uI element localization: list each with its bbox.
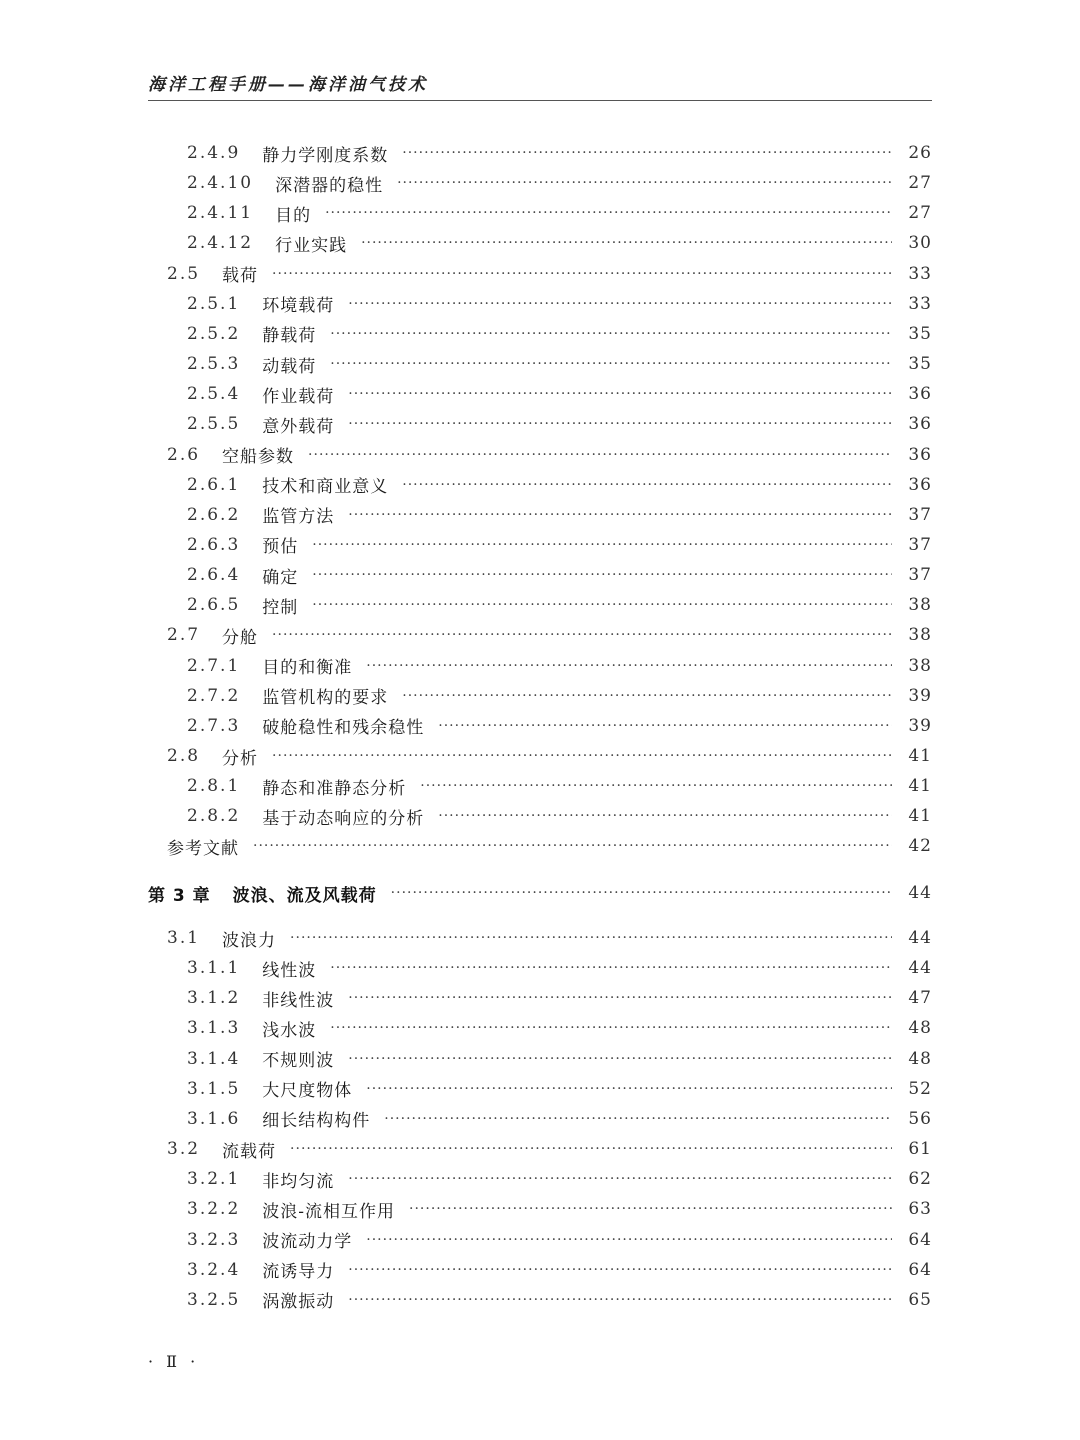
dot-leader — [330, 326, 892, 342]
toc-entry[interactable] — [187, 319, 932, 349]
toc-entry-number: 2.7.3 — [187, 715, 241, 736]
toc-entry[interactable] — [187, 530, 932, 560]
toc-entry-page: 64 — [908, 1229, 932, 1250]
toc-entry-title: 流诱导力 — [262, 1262, 335, 1283]
dot-leader — [348, 1171, 892, 1187]
toc-entry-title: 环境载荷 — [262, 296, 335, 317]
toc-entry-title: 监管机构的要求 — [262, 688, 389, 709]
toc-entry-number: 2.6.2 — [187, 504, 241, 525]
dot-leader — [348, 1262, 892, 1278]
toc-entry[interactable] — [187, 1285, 932, 1315]
toc-entry-title: 目的 — [275, 205, 312, 226]
toc-entry[interactable] — [167, 259, 932, 289]
toc-entry-page: 36 — [908, 444, 932, 465]
toc-entry-number: 2.5.4 — [187, 384, 241, 405]
dot-leader — [330, 1020, 892, 1036]
toc-entry-page: 65 — [908, 1289, 932, 1310]
toc-entry-page: 41 — [908, 806, 932, 827]
toc-entry-number: 2.5.2 — [187, 323, 241, 344]
dot-leader — [409, 1201, 892, 1217]
toc-entry-title: 静态和准静态分析 — [262, 778, 407, 799]
toc-entry-page: 42 — [908, 836, 932, 857]
toc-entry[interactable] — [187, 983, 932, 1013]
toc-entry-page: 26 — [908, 143, 932, 163]
toc-entry-title: 作业载荷 — [262, 386, 335, 407]
toc-entry-number: 2.8.2 — [187, 806, 241, 827]
toc-entry-title: 波流动力学 — [262, 1232, 353, 1252]
toc-entry-page: 48 — [908, 1048, 932, 1069]
toc-entry-title: 控制 — [262, 597, 299, 618]
toc-entry[interactable] — [187, 228, 932, 258]
toc-entry-title: 浅水波 — [262, 1020, 317, 1041]
toc-entry-title: 载荷 — [222, 266, 259, 287]
toc-entry-title: 不规则波 — [262, 1051, 335, 1072]
dot-leader — [272, 748, 892, 764]
toc-entry[interactable] — [187, 1074, 932, 1104]
toc-entry-number: 2.6 — [167, 444, 201, 465]
dot-leader — [438, 718, 892, 734]
toc-entry[interactable] — [187, 560, 932, 590]
toc-entry-number: 2.4.11 — [187, 203, 254, 224]
dot-leader — [402, 477, 892, 493]
toc-entry-number: 3.1.4 — [187, 1048, 241, 1069]
toc-entry[interactable] — [187, 379, 932, 409]
toc-entry-title: 静载荷 — [262, 326, 317, 347]
toc-entry[interactable] — [187, 953, 932, 983]
dot-leader — [272, 266, 892, 282]
toc-entry-page: 27 — [908, 173, 932, 194]
toc-entry-title: 波浪-流相互作用 — [262, 1201, 396, 1222]
toc-entry-title: 分舱 — [222, 627, 259, 648]
toc-entry-page: 38 — [908, 655, 932, 676]
toc-entry[interactable] — [167, 1134, 932, 1164]
toc-entry-page: 33 — [908, 263, 932, 284]
toc-entry-title: 分析 — [222, 748, 259, 769]
toc-entry-page: 39 — [908, 715, 932, 736]
toc-entry-title: 波浪、流及风载荷 — [232, 885, 377, 906]
toc-entry[interactable] — [187, 1104, 932, 1134]
toc-entry[interactable] — [187, 651, 932, 681]
toc-entry-page: 35 — [908, 354, 932, 375]
toc-entry-page: 63 — [908, 1199, 932, 1220]
toc-entry-title: 技术和商业意义 — [262, 477, 389, 498]
toc-entry[interactable] — [187, 349, 932, 379]
toc-entry[interactable] — [167, 741, 932, 771]
dot-leader — [348, 990, 892, 1006]
toc-entry-title: 流载荷 — [222, 1141, 277, 1162]
dot-leader — [348, 416, 892, 432]
toc-entry-number: 2.8 — [167, 746, 201, 766]
toc-entry-page: 44 — [908, 958, 932, 979]
toc-entry-number: 2.5.3 — [187, 354, 241, 375]
toc-entry-page: 44 — [908, 928, 932, 948]
toc-entry-page: 61 — [908, 1139, 932, 1160]
dot-leader — [348, 1051, 892, 1067]
dot-leader — [312, 567, 892, 583]
toc-entry-number: 2.7.1 — [187, 655, 241, 676]
toc-entry[interactable] — [187, 801, 932, 831]
toc-entry-page: 48 — [908, 1018, 932, 1039]
toc-entry-title: 空船参数 — [222, 447, 295, 467]
toc-entry-page: 64 — [908, 1259, 932, 1280]
toc-entry[interactable] — [187, 590, 932, 620]
toc-entry-number: 3.1.2 — [187, 988, 241, 1009]
toc-entry-title: 深潜器的稳性 — [275, 175, 384, 196]
toc-entry-title: 细长结构构件 — [262, 1111, 371, 1132]
toc-entry-page: 33 — [908, 293, 932, 314]
toc-entry-number: 2.4.10 — [187, 173, 254, 194]
toc-entry-number: 2.5.1 — [187, 293, 241, 314]
toc-entry[interactable] — [187, 1164, 932, 1194]
dot-leader — [312, 537, 892, 553]
toc-entry[interactable] — [167, 831, 932, 861]
toc-entry-title: 静力学刚度系数 — [262, 145, 389, 166]
dot-leader — [402, 145, 892, 161]
toc-entry[interactable] — [187, 500, 932, 530]
toc-entry-number: 3.2.1 — [187, 1169, 241, 1190]
toc-entry-number: 2.7.2 — [187, 685, 241, 706]
toc-entry-title: 参考文献 — [167, 838, 239, 859]
toc-entry[interactable] — [187, 711, 932, 741]
dot-leader — [391, 885, 892, 901]
toc-entry[interactable] — [187, 1225, 932, 1255]
toc-entry-title: 目的和衡准 — [262, 658, 353, 679]
toc-entry-title: 线性波 — [262, 960, 317, 981]
dot-leader — [290, 1141, 892, 1157]
dot-leader — [384, 1111, 892, 1127]
toc-entry[interactable] — [187, 681, 932, 711]
toc-entry-page: 36 — [908, 474, 932, 495]
dot-leader — [361, 235, 892, 251]
toc-entry-number: 3.2.3 — [187, 1229, 241, 1250]
toc-entry-number: 2.4.12 — [187, 233, 254, 254]
dot-leader — [438, 808, 892, 824]
dot-leader — [366, 658, 892, 674]
page-number: · Ⅱ · — [148, 1352, 200, 1371]
toc-entry-number: 第 3 章 — [148, 885, 211, 906]
toc-entry-number: 3.1.5 — [187, 1078, 241, 1099]
toc-entry-number: 2.5 — [167, 263, 201, 284]
toc-entry-title: 非均匀流 — [262, 1171, 335, 1192]
dot-leader — [325, 205, 892, 221]
toc-entry-number: 2.6.5 — [187, 595, 241, 616]
toc-entry-number: 2.6.3 — [187, 534, 241, 555]
toc-entry-title: 波浪力 — [222, 930, 277, 951]
toc-entry-page: 62 — [908, 1169, 932, 1190]
toc-entry-page: 37 — [908, 534, 932, 555]
toc-entry[interactable] — [187, 1013, 932, 1043]
dot-leader — [330, 356, 892, 372]
toc-entry[interactable] — [187, 1044, 932, 1074]
toc-entry-title: 确定 — [262, 567, 299, 588]
dot-leader — [348, 386, 892, 402]
toc-entry-number: 2.8.1 — [187, 776, 241, 797]
toc-entry-page: 36 — [908, 384, 932, 405]
dot-leader — [348, 296, 892, 312]
toc-entry-number: 3.1.3 — [187, 1018, 241, 1039]
toc-entry-title: 动载荷 — [262, 356, 317, 377]
toc-entry-page: 52 — [908, 1078, 932, 1099]
book-title: 海洋工程手册——海洋油气技术 — [148, 75, 428, 95]
toc-entry[interactable] — [187, 1194, 932, 1224]
toc-entry-number: 2.5.5 — [187, 414, 241, 435]
toc-entry-number: 2.6.1 — [187, 474, 241, 495]
toc-entry-page: 47 — [908, 988, 932, 1009]
toc-entry[interactable] — [187, 289, 932, 319]
toc-chapter-entry[interactable] — [148, 878, 932, 908]
toc-entry-number: 3.1 — [167, 928, 201, 948]
toc-entry-title: 大尺度物体 — [262, 1081, 353, 1102]
toc-entry-number: 3.2.5 — [187, 1289, 241, 1310]
toc-entry[interactable] — [187, 470, 932, 500]
toc-entry-page: 30 — [908, 233, 932, 254]
toc-entry-title: 破舱稳性和残余稳性 — [262, 718, 425, 739]
toc-entry-title: 监管方法 — [262, 507, 335, 528]
toc-entry[interactable] — [187, 198, 932, 228]
toc-entry-page: 37 — [908, 504, 932, 525]
toc-entry-number: 2.7 — [167, 625, 201, 646]
toc-entry[interactable] — [187, 168, 932, 198]
toc-entry[interactable] — [167, 620, 932, 650]
toc-entry-page: 35 — [908, 323, 932, 344]
dot-leader — [348, 1292, 892, 1308]
dot-leader — [366, 1081, 892, 1097]
dot-leader — [330, 960, 892, 976]
dot-leader — [272, 627, 892, 643]
toc-entry-page: 27 — [908, 203, 932, 224]
toc-entry-page: 38 — [908, 625, 932, 646]
dot-leader — [366, 1232, 892, 1248]
dot-leader — [348, 507, 892, 523]
toc-entry-number: 3.2.4 — [187, 1259, 241, 1280]
toc-entry[interactable] — [187, 138, 932, 168]
toc-entry-page: 56 — [908, 1108, 932, 1129]
toc-entry[interactable] — [167, 440, 932, 470]
toc-entry-number: 2.6.4 — [187, 565, 241, 586]
toc-entry-number: 3.2 — [167, 1139, 201, 1160]
toc-entry[interactable] — [187, 771, 932, 801]
toc-entry[interactable] — [187, 409, 932, 439]
toc-entry[interactable] — [167, 923, 932, 953]
toc-entry-title: 涡激振动 — [262, 1292, 335, 1313]
toc-entry-title: 意外载荷 — [262, 416, 335, 437]
toc-entry-page: 36 — [908, 414, 932, 435]
dot-leader — [253, 838, 892, 854]
dot-leader — [402, 688, 892, 704]
toc-entry-number: 2.4.9 — [187, 143, 241, 163]
toc-entry[interactable] — [187, 1255, 932, 1285]
dot-leader — [308, 447, 892, 463]
toc-entry-number: 3.1.6 — [187, 1108, 241, 1129]
toc-entry-page: 39 — [908, 685, 932, 706]
toc-entry-title: 行业实践 — [275, 235, 348, 256]
dot-leader — [312, 597, 892, 613]
toc-entry-page: 41 — [908, 746, 932, 766]
toc-entry-title: 基于动态响应的分析 — [262, 808, 425, 829]
toc-entry-number: 3.1.1 — [187, 958, 241, 979]
dot-leader — [420, 778, 892, 794]
dot-leader — [290, 930, 892, 946]
toc-entry-page: 41 — [908, 776, 932, 797]
toc-entry-number: 3.2.2 — [187, 1199, 241, 1220]
dot-leader — [397, 175, 892, 191]
toc-entry-title: 非线性波 — [262, 990, 335, 1011]
toc-entry-page: 44 — [908, 883, 932, 903]
toc-entry-page: 37 — [908, 565, 932, 586]
toc-entry-title: 预估 — [262, 537, 299, 558]
toc-entry-page: 38 — [908, 595, 932, 616]
